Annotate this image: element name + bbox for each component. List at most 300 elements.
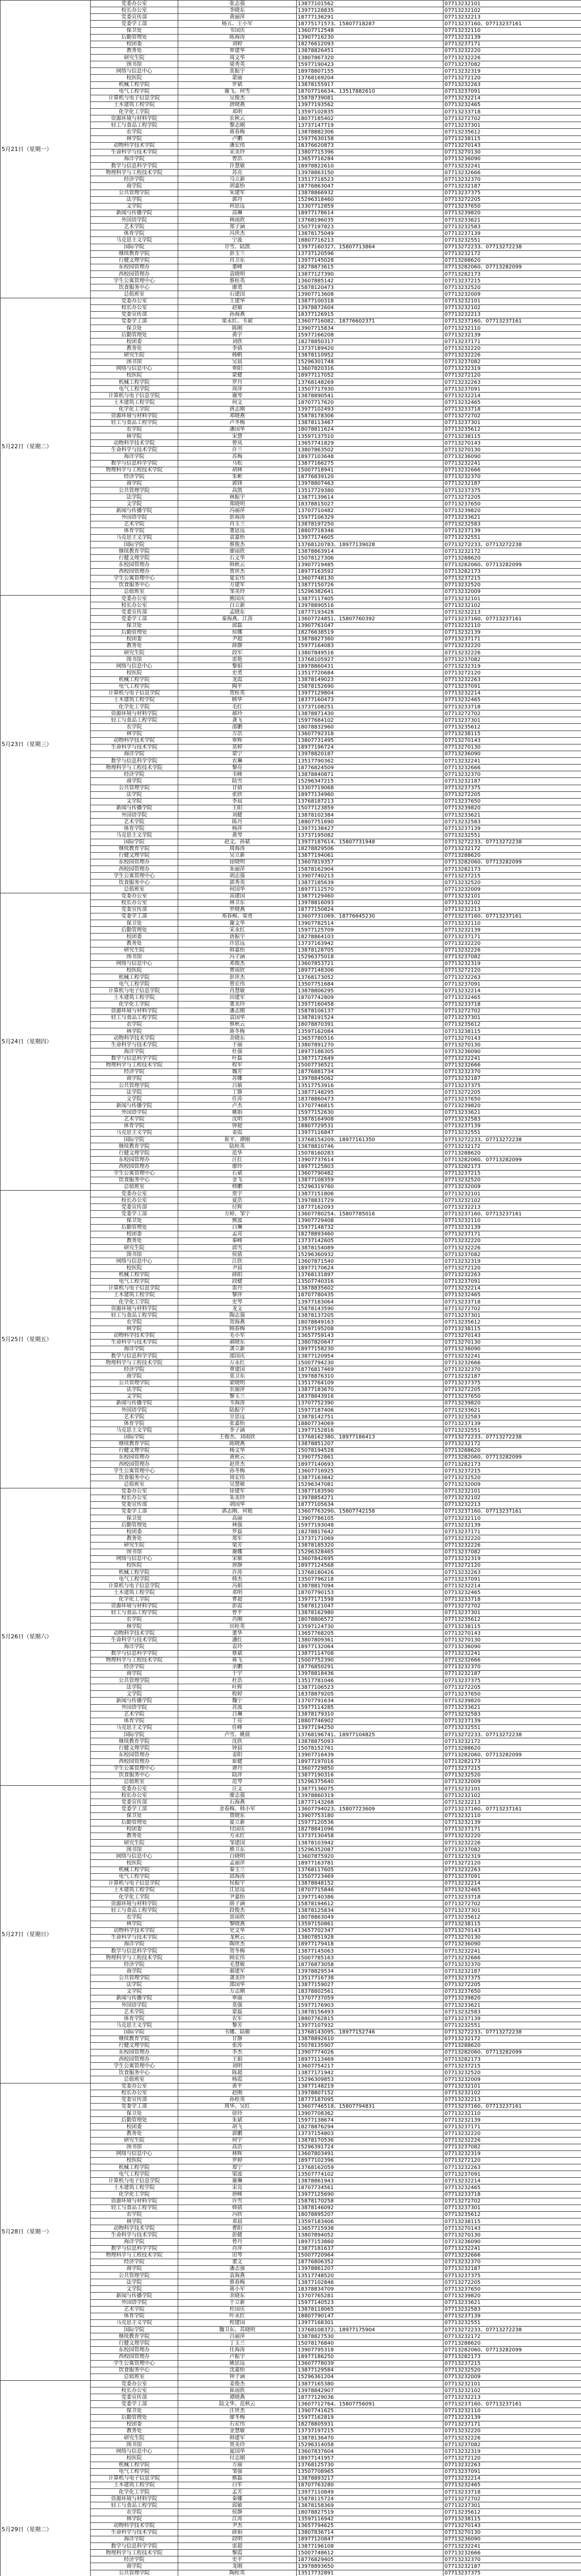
mobile-phone-cell: 18977132064 [297, 1643, 443, 1650]
office-phone-cell: 07713232370 [443, 771, 581, 778]
staff-name-cell: 王俊杰、刘雨欣 [178, 1434, 297, 1440]
department-cell: 国际学院 [91, 1732, 178, 1738]
department-cell: 校长办公室 [91, 900, 178, 906]
mobile-phone-cell: 18707742809 [297, 994, 443, 1001]
department-cell: 党委宣传部 [91, 2096, 178, 2103]
office-phone-cell: 07713232009 [443, 588, 581, 595]
office-phone-cell: 07713233621 [443, 2299, 581, 2306]
mobile-phone-cell: 13737154803 [297, 2130, 443, 2137]
mobile-phone-cell: 13877101562 [297, 1, 443, 7]
office-phone-cell: 07713232009 [443, 291, 581, 298]
office-phone-cell: 07713232241 [443, 1055, 581, 1062]
office-phone-cell: 07713237215 [443, 873, 581, 879]
staff-name-cell: 叶磊 [178, 1055, 297, 1062]
staff-name-cell: 卢杰 [178, 1103, 297, 1109]
office-phone-cell: 07713232214 [443, 393, 581, 399]
staff-name-cell: 郑军 [178, 1535, 297, 1542]
office-phone-cell: 07713237171 [443, 2421, 581, 2428]
mobile-phone-cell: 13607875920 [297, 1853, 443, 1860]
staff-name-cell: 曾宏伟 [178, 981, 297, 988]
mobile-phone-cell: 13877151806 [297, 1191, 443, 1197]
department-cell: 土木建筑工程学院 [91, 399, 178, 406]
department-cell: 电气工程学院 [91, 1576, 178, 1583]
mobile-phone-cell: 18777143268 [297, 1799, 443, 1806]
staff-name-cell: 李晓东 [178, 7, 297, 14]
staff-name-cell: 龙文 [178, 1306, 297, 1312]
department-cell: 数学与信息科学学院 [91, 2245, 178, 2252]
department-cell: 计算机与电子信息学院 [91, 2178, 178, 2184]
staff-name-cell: 杨文华 [178, 1447, 297, 1454]
mobile-phone-cell: 13977140386 [297, 1894, 443, 1901]
department-cell: 电气工程学院 [91, 1278, 178, 1285]
mobile-phone-cell: 18977120847 [297, 2536, 443, 2543]
mobile-phone-cell: 18278829506 [297, 845, 443, 852]
office-phone-cell: 07713232520 [443, 1475, 581, 1481]
office-phone-cell: 07713288620 [443, 2042, 581, 2049]
office-phone-cell: 07713232226 [443, 352, 581, 359]
mobile-phone-cell: 13878102384 [297, 812, 443, 819]
staff-name-cell: 侯娜 [178, 629, 297, 636]
mobile-phone-cell: 15296361204 [297, 2374, 443, 2380]
mobile-phone-cell: 15007736521 [297, 1062, 443, 1069]
mobile-phone-cell: 13977168301 [297, 2319, 443, 2326]
department-cell: 林学院 [91, 1326, 178, 1332]
department-cell: 外国语学院 [91, 217, 178, 224]
staff-name-cell: 潘宏伟 [178, 142, 297, 149]
department-cell: 后勤管理处 [91, 927, 178, 934]
staff-name-cell: 吴晨 [178, 359, 297, 365]
office-phone-cell: 07713232583 [443, 2306, 581, 2313]
office-phone-cell: 07713232139 [443, 1819, 581, 1826]
office-phone-cell: 07713272120 [443, 967, 581, 974]
mobile-phone-cell: 18977112570 [297, 886, 443, 893]
mobile-phone-cell: 13877129460 [297, 893, 443, 900]
office-phone-cell: 07713232666 [443, 2550, 581, 2556]
staff-name-cell: 覃丽 [178, 1995, 297, 2002]
department-cell: 总值班室 [91, 1778, 178, 1785]
staff-name-cell: 韩鹏 [178, 1183, 297, 1190]
office-phone-cell: 07713272233、07713272238 [443, 541, 581, 548]
office-phone-cell: 07713233621 [443, 514, 581, 521]
office-phone-cell: 07713233718 [443, 1299, 581, 1306]
staff-name-cell: 白立新 [178, 602, 297, 609]
mobile-phone-cell: 13507717930 [297, 386, 443, 393]
staff-name-cell: 于丽 [178, 1042, 297, 1048]
mobile-phone-cell: 13907715834 [297, 325, 443, 332]
mobile-phone-cell: 18377126915 [297, 311, 443, 318]
department-cell: 电气工程学院 [91, 2171, 178, 2178]
department-cell: 艺术学院 [91, 224, 178, 230]
staff-name-cell: 刘欣 [178, 338, 297, 345]
office-phone-cell: 07713270143 [443, 1035, 581, 1042]
office-phone-cell: 07713237650 [443, 798, 581, 805]
staff-name-cell: 蔡桂英 [178, 278, 297, 284]
staff-name-cell: 胡林 [178, 467, 297, 473]
mobile-phone-cell: 13768196741、18977104825 [297, 1732, 443, 1738]
office-phone-cell: 07713232172 [443, 1440, 581, 1447]
department-cell: 艺术学院 [91, 521, 178, 528]
department-cell: 饮食服务中心 [91, 1475, 178, 1481]
department-cell: 行健文理学院 [91, 852, 178, 859]
office-phone-cell: 07713232520 [443, 1177, 581, 1183]
department-cell: 国际学院 [91, 2029, 178, 2036]
office-phone-cell: 07713270130 [443, 1042, 581, 1048]
mobile-phone-cell: 18276612093 [297, 41, 443, 47]
staff-name-cell: 胡飞 [178, 2124, 297, 2130]
office-phone-cell: 07713237082 [443, 954, 581, 960]
department-cell: 图书馆 [91, 61, 178, 68]
office-phone-cell: 07713237215 [443, 1765, 581, 1772]
staff-name-cell: 秦玉兰 [178, 1867, 297, 1873]
department-cell: 网络与信息中心 [91, 2448, 178, 2455]
staff-name-cell: 钟晨 [178, 1745, 297, 1752]
office-phone-cell: 07713232241 [443, 1948, 581, 1955]
office-phone-cell: 07713236090 [443, 1346, 581, 1352]
department-cell: 马克思主义学院 [91, 2022, 178, 2029]
department-cell: 校团委 [91, 338, 178, 345]
department-cell: 化学化工学院 [91, 1596, 178, 1603]
staff-name-cell: 姚娟 [178, 1109, 297, 1116]
staff-name-cell: 秦峰 [178, 1238, 297, 1244]
mobile-phone-cell: 15878170258 [297, 2198, 443, 2205]
department-cell: 校医院 [91, 967, 178, 974]
staff-name-cell: 金春梅、韩小军 [178, 1806, 297, 1812]
mobile-phone-cell: 13307712859 [297, 203, 443, 210]
mobile-phone-cell: 13878882306 [297, 129, 443, 135]
department-cell: 网络与信息中心 [91, 1258, 178, 1265]
office-phone-cell: 07713232263 [443, 81, 581, 88]
staff-name-cell: 熊波 [178, 1217, 297, 1224]
staff-name-cell: 贾宇 [178, 1191, 297, 1197]
staff-name-cell: 张涛 [178, 2042, 297, 2049]
department-cell: 轻工与食品工程学院 [91, 1907, 178, 1914]
office-phone-cell: 07713232370 [443, 1961, 581, 1968]
staff-name-cell: 肖刚 [178, 1616, 297, 1623]
mobile-phone-cell: 18977186250 [297, 2353, 443, 2360]
mobile-phone-cell: 13807851928 [297, 1934, 443, 1941]
office-phone-cell: 07713232172 [443, 1143, 581, 1150]
office-phone-cell: 07713282060、07713282099 [443, 2347, 581, 2353]
mobile-phone-cell: 15977187406 [297, 1407, 443, 1414]
office-phone-cell: 07713232583 [443, 1414, 581, 1420]
mobile-phone-cell: 15977138674 [297, 2117, 443, 2124]
staff-name-cell: 杨五、王小军 [178, 21, 297, 27]
staff-name-cell: 冯欣 [178, 2211, 297, 2218]
department-cell: 动物科学技术学院 [91, 440, 178, 447]
staff-name-cell: 邓晨 [178, 2218, 297, 2225]
office-phone-cell: 07713237301 [443, 1609, 581, 1616]
office-phone-cell: 07713235612 [443, 2211, 581, 2218]
office-phone-cell: 07713232139 [443, 1522, 581, 1529]
department-cell: 法学院 [91, 1089, 178, 1096]
mobile-phone-cell: 13768148269 [297, 379, 443, 386]
mobile-phone-cell: 18707763280 [297, 2482, 443, 2488]
mobile-phone-cell: 13978829534 [297, 1968, 443, 1975]
office-phone-cell: 07713232583 [443, 521, 581, 528]
office-phone-cell: 07713272205 [443, 1981, 581, 1988]
department-cell: 继续教育学院 [91, 1738, 178, 1745]
mobile-phone-cell: 13607746518、15807794831 [297, 2103, 443, 2110]
office-phone-cell: 07713232214 [443, 95, 581, 101]
office-phone-cell: 07713232226 [443, 947, 581, 954]
office-phone-cell: 07713288620 [443, 852, 581, 859]
mobile-phone-cell: 13878191524 [297, 1014, 443, 1021]
office-phone-cell: 07713272205 [443, 791, 581, 798]
office-phone-cell: 07713232172 [443, 845, 581, 852]
staff-name-cell: 周文华 [178, 55, 297, 61]
department-cell: 东校园管理办 [91, 264, 178, 270]
department-cell: 经济学院 [91, 2556, 178, 2563]
mobile-phone-cell: 18977197016 [297, 1758, 443, 1765]
office-phone-cell: 07713232465 [443, 697, 581, 703]
department-cell: 网络与信息中心 [91, 2150, 178, 2157]
mobile-phone-cell: 15296391724 [297, 2144, 443, 2150]
department-cell: 经济学院 [91, 1366, 178, 1373]
office-phone-cell: 07713237160、07713237161 [443, 1508, 581, 1515]
staff-name-cell: 侯静 [178, 2509, 297, 2516]
mobile-phone-cell: 13607820316 [297, 365, 443, 372]
mobile-phone-cell: 13877183590 [297, 1488, 443, 1495]
staff-name-cell: 李倩 [178, 345, 297, 352]
mobile-phone-cell: 13737120596 [297, 250, 443, 257]
office-phone-cell: 07713232101 [443, 1786, 581, 1792]
department-cell: 图书馆 [91, 1846, 178, 1853]
staff-name-cell: 雷超 [178, 2543, 297, 2550]
mobile-phone-cell: 15878152690 [297, 683, 443, 690]
staff-name-cell: 龙秋云 [178, 1934, 297, 1941]
department-cell: 体育学院 [91, 1420, 178, 1427]
department-cell: 党委宣传部 [91, 1501, 178, 1508]
mobile-phone-cell: 18978807155 [297, 68, 443, 75]
staff-name-cell: 崔雨欣 [178, 2387, 297, 2394]
office-phone-cell: 07713232263 [443, 2164, 581, 2171]
department-cell: 校长办公室 [91, 304, 178, 311]
staff-name-cell: 董美玲 [178, 1001, 297, 1008]
staff-name-cell: 农琳 [178, 758, 297, 765]
staff-name-cell: 蔡秋云 [178, 1021, 297, 1028]
department-cell: 保卫处 [91, 920, 178, 927]
staff-name-cell: 郝玲 [178, 710, 297, 717]
mobile-phone-cell: 13307719068 [297, 785, 443, 791]
mobile-phone-cell: 13707746815 [297, 1103, 443, 1109]
office-phone-cell: 07713236090 [443, 1643, 581, 1650]
office-phone-cell: 07713237375 [443, 2273, 581, 2279]
department-cell: 学生公寓管理中心 [91, 575, 178, 582]
mobile-phone-cell: 13977183064 [297, 1299, 443, 1306]
department-cell: 校长办公室 [91, 7, 178, 14]
office-phone-cell: 07713232666 [443, 765, 581, 771]
staff-name-cell: 张欣 [178, 791, 297, 798]
office-phone-cell: 07713237160、07713237161 [443, 1211, 581, 1217]
department-cell: 校团委 [91, 1231, 178, 1238]
department-cell: 艺术学院 [91, 819, 178, 825]
mobile-phone-cell: 13878840871 [297, 771, 443, 778]
office-phone-cell: 07713232465 [443, 399, 581, 406]
department-cell: 轻工与食品工程学院 [91, 1014, 178, 1021]
office-phone-cell: 07713237301 [443, 1907, 581, 1914]
staff-name-cell: 潘红 [178, 1637, 297, 1643]
department-cell: 马克思主义学院 [91, 2319, 178, 2326]
department-cell: 图书馆 [91, 954, 178, 960]
staff-name-cell: 莫婷 [178, 744, 297, 751]
department-cell: 海洋学院 [91, 1048, 178, 1055]
mobile-phone-cell: 18977153860 [297, 2239, 443, 2245]
department-cell: 资源环境与材料学院 [91, 2198, 178, 2205]
mobile-phone-cell: 13878125834 [297, 1907, 443, 1914]
department-cell: 计算机与电子信息学院 [91, 988, 178, 994]
department-cell: 研究生院 [91, 947, 178, 954]
staff-name-cell: 董文 [178, 2259, 297, 2265]
office-phone-cell: 07713237139 [443, 2313, 581, 2319]
office-phone-cell: 07713232319 [443, 663, 581, 670]
staff-name-cell: 韦国庆 [178, 27, 297, 34]
department-cell: 教务处 [91, 642, 178, 649]
office-phone-cell: 07713235612 [443, 724, 581, 731]
office-phone-cell: 07713237082 [443, 656, 581, 663]
staff-name-cell: 毛小军 [178, 1332, 297, 1339]
office-phone-cell: 07713272233、07713272238 [443, 2327, 581, 2333]
mobile-phone-cell: 13607724851、15807760392 [297, 616, 443, 622]
office-phone-cell: 07713282173 [443, 1758, 581, 1765]
department-cell: 数学与信息科学学院 [91, 1055, 178, 1062]
department-cell: 生命科学与技术学院 [91, 2232, 178, 2239]
office-phone-cell: 07713232101 [443, 893, 581, 900]
department-cell: 数学与信息科学学院 [91, 1353, 178, 1360]
staff-name-cell: 余晓东 [178, 2293, 297, 2299]
staff-name-cell: 朱建军 [178, 190, 297, 196]
mobile-phone-cell: 13877102846 [297, 2279, 443, 2286]
staff-name-cell: 侯倩 [178, 1251, 297, 1258]
staff-name-cell: 彭海涛 [178, 514, 297, 521]
staff-name-cell: 张志强 [178, 1, 297, 7]
department-cell: 海洋学院 [91, 1346, 178, 1352]
office-phone-cell: 07713232110 [443, 622, 581, 629]
office-phone-cell: 07713237375 [443, 1677, 581, 1684]
staff-name-cell: 宋永红 [178, 927, 297, 934]
department-cell: 海洋学院 [91, 1941, 178, 1947]
department-cell: 数学与信息科学学院 [91, 2543, 178, 2550]
staff-name-cell: 钟超 [178, 1123, 297, 1129]
office-phone-cell: 07713232102 [443, 304, 581, 311]
department-cell: 党委学工部 [91, 913, 178, 920]
office-phone-cell: 07713232110 [443, 2110, 581, 2117]
staff-name-cell: 宁波 [178, 237, 297, 244]
staff-name-cell: 夏立新 [178, 1819, 297, 1826]
mobile-phone-cell: 13657780516 [297, 1035, 443, 1042]
mobile-phone-cell: 15977684102 [297, 717, 443, 724]
mobile-phone-cell: 18977163592 [297, 568, 443, 575]
office-phone-cell: 07713238115 [443, 1326, 581, 1332]
mobile-phone-cell: 18378879205 [297, 1691, 443, 1698]
staff-name-cell: 龚美玲 [178, 1975, 297, 1981]
department-cell: 新闻与传播学院 [91, 2293, 178, 2299]
mobile-phone-cell: 13977107932 [297, 2022, 443, 2029]
mobile-phone-cell: 18776806352 [297, 2259, 443, 2265]
mobile-phone-cell: 13978842907 [297, 2387, 443, 2394]
department-cell: 校医院 [91, 372, 178, 379]
mobile-phone-cell: 13517716738 [297, 1975, 443, 1981]
office-phone-cell: 07713237082 [443, 359, 581, 365]
office-phone-cell: 07713232551 [443, 1129, 581, 1136]
staff-name-cell: 陶桂英 [178, 2570, 297, 2576]
department-cell: 计算机与电子信息学院 [91, 690, 178, 697]
staff-name-cell: 周萍 [178, 386, 297, 393]
mobile-phone-cell: 18278893460 [297, 1231, 443, 1238]
department-cell: 外国语学院 [91, 2002, 178, 2009]
department-cell: 研究生院 [91, 55, 178, 61]
office-phone-cell: 07713237082 [443, 2144, 581, 2150]
mobile-phone-cell: 13607819357 [297, 859, 443, 866]
office-phone-cell: 07713237091 [443, 88, 581, 95]
date-cell: 5月28日（星期一） [1, 2083, 91, 2381]
office-phone-cell: 07713233718 [443, 2489, 581, 2496]
mobile-phone-cell: 13878875093 [297, 1738, 443, 1745]
office-phone-cell: 07713232226 [443, 1245, 581, 1251]
office-phone-cell: 07713232520 [443, 879, 581, 886]
office-phone-cell: 07713232226 [443, 1542, 581, 1549]
office-phone-cell: 07713282173 [443, 2056, 581, 2063]
mobile-phone-cell: 18777162093 [297, 1204, 443, 1211]
department-cell: 资源环境与材料学院 [91, 2496, 178, 2502]
department-cell: 新闻与传播学院 [91, 1995, 178, 2002]
office-phone-cell: 07713282173 [443, 568, 581, 575]
mobile-phone-cell: 13878827530 [297, 2333, 443, 2340]
mobile-phone-cell: 15296352087 [297, 1846, 443, 1853]
staff-name-cell: 蒋飞 [178, 1657, 297, 1664]
mobile-phone-cell: 13768162059 [297, 2164, 443, 2171]
staff-name-cell: 何国华 [178, 886, 297, 893]
staff-name-cell: 崔健 [178, 1758, 297, 1765]
office-phone-cell: 07713232263 [443, 1272, 581, 1278]
mobile-phone-cell: 13737189420 [297, 345, 443, 352]
department-cell: 计算机与电子信息学院 [91, 2475, 178, 2482]
office-phone-cell: 07713282060、07713282099 [443, 1157, 581, 1163]
staff-name-cell: 杨萍 [178, 825, 297, 832]
staff-name-cell: 赵文、孙斌 [178, 839, 297, 845]
office-phone-cell: 07713232220 [443, 1833, 581, 1839]
office-phone-cell: 07713232220 [443, 1535, 581, 1542]
department-cell: 生命科学与技术学院 [91, 1637, 178, 1643]
staff-name-cell: 梁芳 [178, 1542, 297, 1549]
department-cell: 教务处 [91, 940, 178, 947]
staff-name-cell: 薛子涵 [178, 1901, 297, 1907]
mobile-phone-cell: 13657768205 [297, 1630, 443, 1637]
department-cell: 林学院 [91, 2516, 178, 2522]
department-cell: 行健文理学院 [91, 1150, 178, 1157]
mobile-phone-cell: 13907753180 [297, 1812, 443, 1819]
department-cell: 物理科学与工程技术学院 [91, 1062, 178, 1069]
department-cell: 机械工程学院 [91, 379, 178, 386]
staff-name-cell: 石建国 [178, 291, 297, 298]
mobile-phone-cell: 13607871540 [297, 1258, 443, 1265]
mobile-phone-cell: 13877165380 [297, 2381, 443, 2387]
department-cell: 林学院 [91, 1921, 178, 1927]
office-phone-cell: 07713282060、07713282099 [443, 2049, 581, 2056]
office-phone-cell: 07713270143 [443, 1927, 581, 1934]
office-phone-cell: 07713232102 [443, 1495, 581, 1501]
staff-name-cell: 夏浩 [178, 1197, 297, 1204]
office-phone-cell: 07713232520 [443, 582, 581, 588]
mobile-phone-cell: 13978807152 [297, 2090, 443, 2096]
office-phone-cell: 07713232220 [443, 2428, 581, 2434]
staff-name-cell: 陶世杰 [178, 1941, 297, 1947]
department-cell: 动物科学技术学院 [91, 1927, 178, 1934]
table-row [1, 1191, 581, 1197]
department-cell: 数学与信息科学学院 [91, 1948, 178, 1955]
mobile-phone-cell: 18707715846 [297, 1887, 443, 1893]
department-cell: 化学化工学院 [91, 1299, 178, 1306]
staff-name-cell: 许兰 [178, 447, 297, 453]
